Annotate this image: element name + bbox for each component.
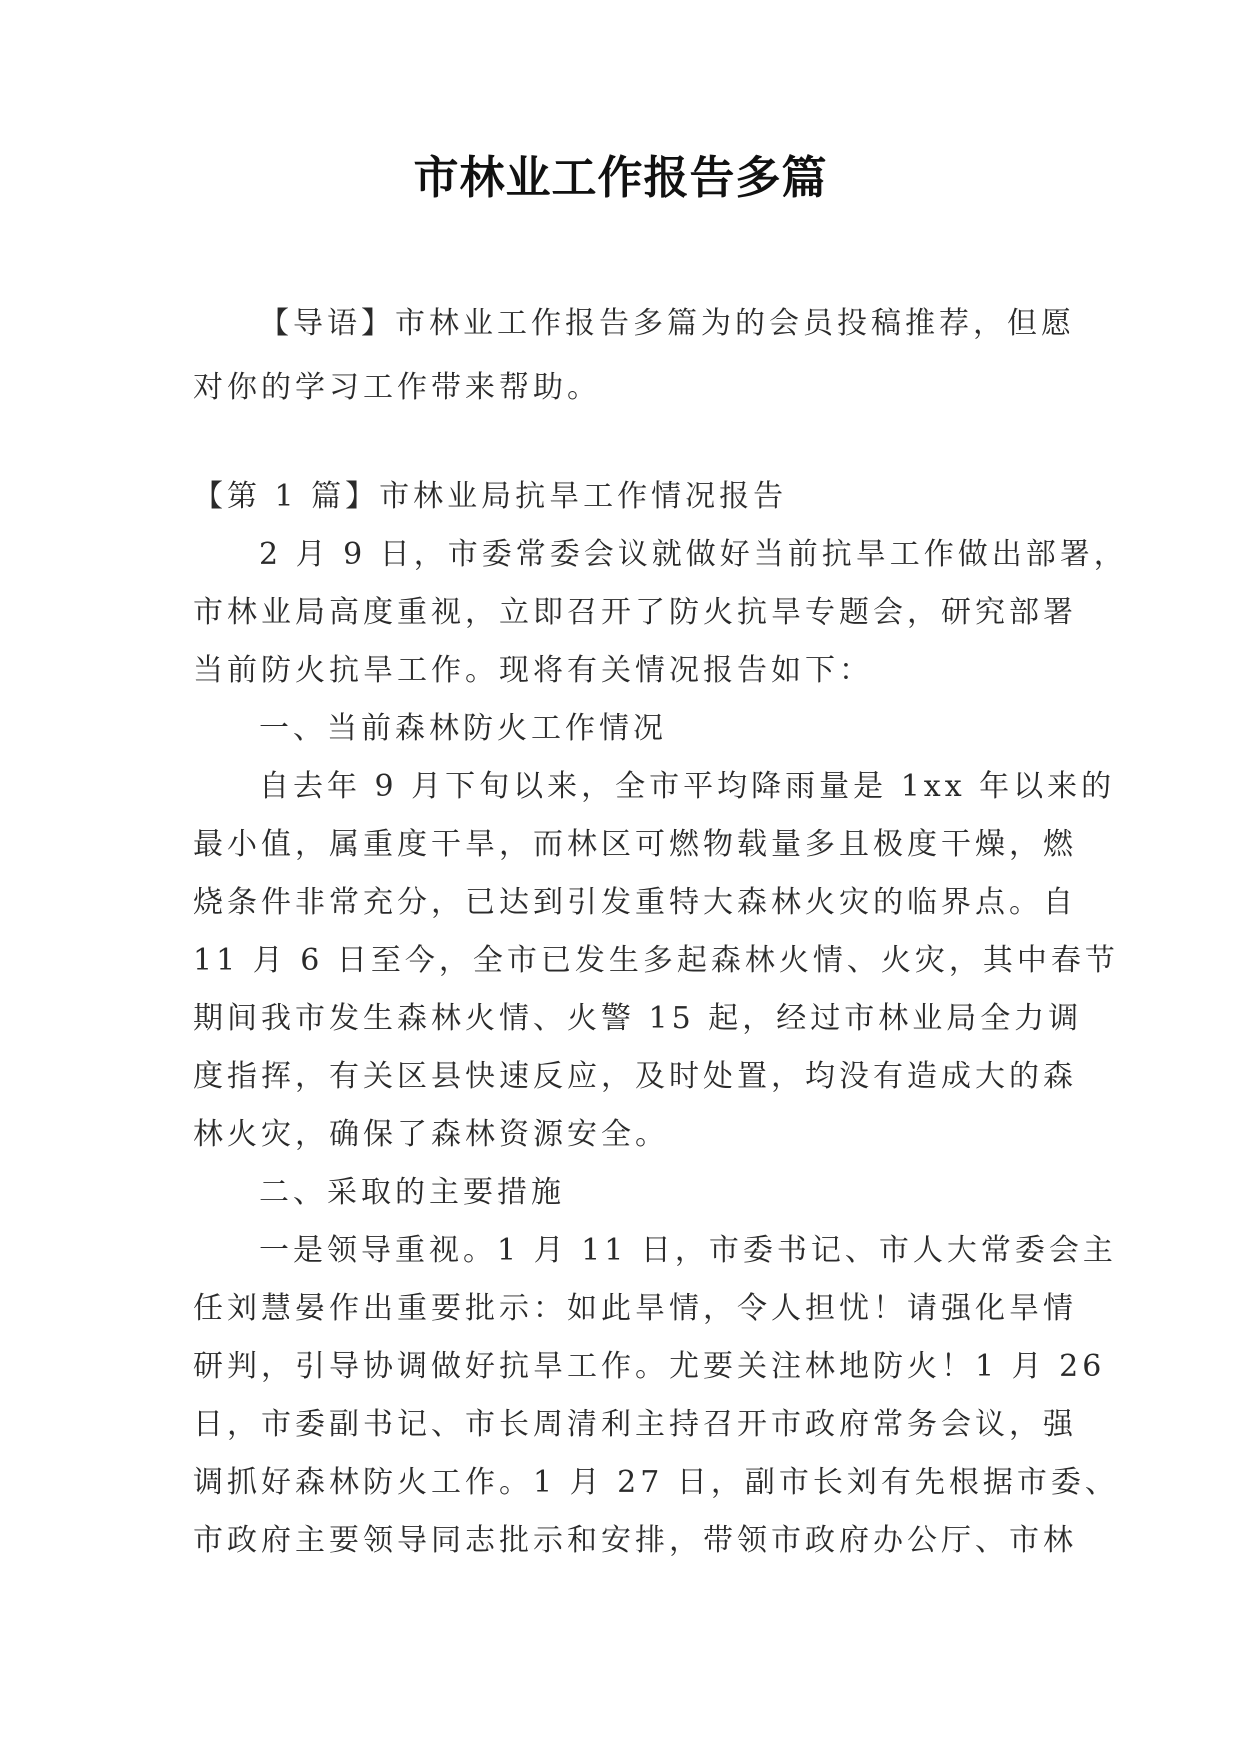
paragraph-line: 度指挥，有关区县快速反应，及时处置，均没有造成大的森 bbox=[193, 1059, 1077, 1094]
paragraph-line: 林火灾，确保了森林资源安全。 bbox=[193, 1117, 669, 1152]
intro-line: 对你的学习工作带来帮助。 bbox=[193, 370, 601, 405]
intro-line: 【导语】市林业工作报告多篇为的会员投稿推荐，但愿 bbox=[259, 306, 1075, 341]
paragraph-line: 日，市委副书记、市长周清利主持召开市政府常务会议，强 bbox=[193, 1407, 1077, 1442]
paragraph-line: 一是领导重视。1 月 11 日，市委书记、市人大常委会主 bbox=[259, 1233, 1117, 1268]
paragraph-line: 当前防火抗旱工作。现将有关情况报告如下： bbox=[193, 653, 873, 688]
paragraph-line: 期间我市发生森林火情、火警 15 起，经过市林业局全力调 bbox=[193, 1001, 1083, 1036]
intro-paragraph bbox=[193, 292, 1075, 420]
paragraph-line: 市林业局高度重视，立即召开了防火抗旱专题会，研究部署 bbox=[193, 595, 1077, 630]
paragraph-line: 11 月 6 日至今，全市已发生多起森林火情、火灾，其中春节 bbox=[193, 943, 1119, 978]
paragraph-line: 市政府主要领导同志批示和安排，带领市政府办公厅、市林 bbox=[193, 1523, 1077, 1558]
paragraph-line: 任刘慧晏作出重要批示：如此旱情，令人担忧！请强化旱情 bbox=[193, 1291, 1077, 1326]
paragraph-line: 2 月 9 日，市委常委会议就做好当前抗旱工作做出部署， bbox=[259, 537, 1128, 572]
paragraph-line: 自去年 9 月下旬以来，全市平均降雨量是 1xx 年以来的 bbox=[259, 769, 1116, 804]
paragraph-line: 最小值，属重度干旱，而林区可燃物载量多且极度干燥，燃 bbox=[193, 827, 1077, 862]
paragraph-line: 烧条件非常充分，已达到引发重特大森林火灾的临界点。自 bbox=[193, 885, 1077, 920]
report-body bbox=[193, 468, 1128, 1570]
document-title: 市林业工作报告多篇 bbox=[413, 151, 828, 204]
paragraph-line: 调抓好森林防火工作。1 月 27 日，副市长刘有先根据市委、 bbox=[193, 1465, 1119, 1500]
subheading: 二、采取的主要措施 bbox=[259, 1175, 565, 1210]
section-heading: 【第 1 篇】市林业局抗旱工作情况报告 bbox=[193, 479, 788, 514]
paragraph-line: 研判，引导协调做好抗旱工作。尤要关注林地防火！1 月 26 bbox=[193, 1349, 1106, 1384]
subheading: 一、当前森林防火工作情况 bbox=[259, 711, 667, 746]
